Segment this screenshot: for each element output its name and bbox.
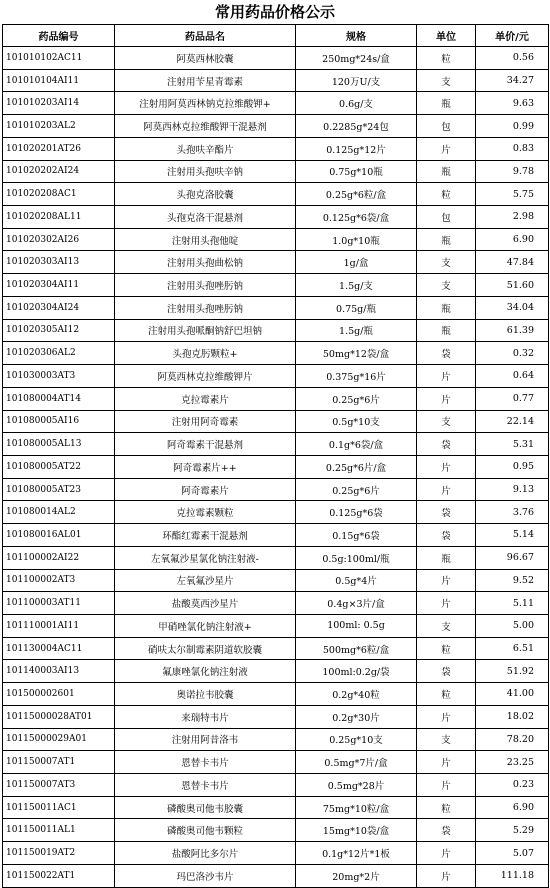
header-name: 药品品名: [115, 25, 296, 47]
cell-spec: 0.25g*6片: [296, 387, 417, 410]
cell-unit: 袋: [417, 524, 476, 547]
cell-spec: 0.1g*12片*1板: [296, 842, 417, 865]
cell-code: 101020208AL11: [3, 206, 115, 229]
table-row: [3, 751, 549, 774]
cell-name: 恩替卡韦片: [115, 774, 296, 797]
cell-name: 注射用头孢哌酮钠舒巴坦钠: [115, 319, 296, 342]
cell-name: 玛巴洛沙韦片: [115, 864, 296, 887]
cell-code: 10115000029A01: [3, 728, 115, 751]
cell-spec: 0.6g/支: [296, 92, 417, 115]
cell-spec: 0.15g*6袋: [296, 524, 417, 547]
cell-code: 101080005AT23: [3, 478, 115, 501]
cell-code: 101100003AT11: [3, 592, 115, 615]
cell-unit: 支: [417, 728, 476, 751]
cell-code: 101010104AI11: [3, 69, 115, 92]
cell-spec: 0.5g*4片: [296, 569, 417, 592]
cell-unit: 支: [417, 614, 476, 637]
header-unit: 单位: [417, 25, 476, 47]
cell-name: 克拉霉素片: [115, 387, 296, 410]
cell-code: 101030003AT3: [3, 365, 115, 388]
cell-unit: 粒: [417, 683, 476, 706]
drug-price-table: [2, 24, 549, 888]
cell-price: 0.56: [476, 47, 549, 70]
cell-name: 头孢克洛干混悬剂: [115, 206, 296, 229]
cell-price: 111.18: [476, 864, 549, 887]
table-row: [3, 592, 549, 615]
cell-name: 恩替卡韦片: [115, 751, 296, 774]
cell-spec: 0.375g*16片: [296, 365, 417, 388]
cell-code: 101150007AT3: [3, 774, 115, 797]
cell-unit: 支: [417, 69, 476, 92]
cell-code: 101010102AC11: [3, 47, 115, 70]
table-row: [3, 433, 549, 456]
table-row: [3, 569, 549, 592]
cell-name: 盐酸莫西沙星片: [115, 592, 296, 615]
cell-price: 34.04: [476, 296, 549, 319]
cell-code: 101080005AL13: [3, 433, 115, 456]
cell-unit: 支: [417, 251, 476, 274]
cell-code: 101150007AT1: [3, 751, 115, 774]
cell-code: 101140003AI13: [3, 660, 115, 683]
table-row: [3, 69, 549, 92]
cell-unit: 片: [417, 864, 476, 887]
page-title: 常用药品价格公示: [214, 3, 335, 21]
table-header-row: [3, 25, 549, 47]
cell-spec: 0.2g*40粒: [296, 683, 417, 706]
cell-name: 甲硝唑氯化钠注射液+: [115, 614, 296, 637]
cell-price: 34.27: [476, 69, 549, 92]
cell-name: 磷酸奥司他韦颗粒: [115, 819, 296, 842]
cell-price: 51.60: [476, 274, 549, 297]
cell-unit: 瓶: [417, 319, 476, 342]
cell-code: 101020208AC1: [3, 183, 115, 206]
cell-price: 9.78: [476, 160, 549, 183]
table-row: [3, 819, 549, 842]
cell-unit: 粒: [417, 796, 476, 819]
table-row: [3, 115, 549, 138]
cell-spec: 0.2285g*24包: [296, 115, 417, 138]
cell-spec: 1.5g/支: [296, 274, 417, 297]
cell-spec: 0.5g:100ml/瓶: [296, 546, 417, 569]
cell-unit: 袋: [417, 433, 476, 456]
cell-name: 阿奇霉素片: [115, 478, 296, 501]
cell-code: 101080016AL01: [3, 524, 115, 547]
table-row: [3, 614, 549, 637]
cell-name: 注射用头孢他啶: [115, 228, 296, 251]
cell-code: 101020302AI26: [3, 228, 115, 251]
cell-spec: 75mg*10粒/盒: [296, 796, 417, 819]
table-row: [3, 501, 549, 524]
cell-unit: 瓶: [417, 160, 476, 183]
table-row: [3, 92, 549, 115]
cell-code: 101020306AL2: [3, 342, 115, 365]
header-code: 药品编号: [3, 25, 115, 47]
cell-name: 左氧氟沙星氯化钠注射液-: [115, 546, 296, 569]
cell-spec: 250mg*24s/盒: [296, 47, 417, 70]
table-row: [3, 274, 549, 297]
cell-price: 5.29: [476, 819, 549, 842]
cell-name: 阿莫西林克拉维酸钾干混悬剂: [115, 115, 296, 138]
cell-price: 0.23: [476, 774, 549, 797]
table-row: [3, 160, 549, 183]
cell-code: 101080005AI16: [3, 410, 115, 433]
header-spec: 规格: [296, 25, 417, 47]
cell-code: 101020305AI12: [3, 319, 115, 342]
table-row: [3, 728, 549, 751]
cell-price: 5.00: [476, 614, 549, 637]
cell-spec: 0.5g*10支: [296, 410, 417, 433]
table-row: [3, 183, 549, 206]
cell-spec: 15mg*10袋/盒: [296, 819, 417, 842]
table-row: [3, 637, 549, 660]
cell-name: 环酯红霉素干混悬剂: [115, 524, 296, 547]
cell-spec: 1g/盒: [296, 251, 417, 274]
cell-name: 硝呋太尔制霉素阴道软胶囊: [115, 637, 296, 660]
cell-code: 101100002AI22: [3, 546, 115, 569]
table-row: [3, 296, 549, 319]
cell-code: 101100002AT3: [3, 569, 115, 592]
cell-price: 96.67: [476, 546, 549, 569]
cell-code: 101020201AT26: [3, 137, 115, 160]
cell-code: 101020304AI11: [3, 274, 115, 297]
cell-spec: 50mg*12袋/盒: [296, 342, 417, 365]
cell-price: 61.39: [476, 319, 549, 342]
cell-price: 6.51: [476, 637, 549, 660]
cell-name: 注射用阿奇霉素: [115, 410, 296, 433]
cell-unit: 瓶: [417, 92, 476, 115]
cell-unit: 粒: [417, 183, 476, 206]
cell-price: 9.52: [476, 569, 549, 592]
cell-spec: 0.125g*6袋: [296, 501, 417, 524]
cell-price: 5.07: [476, 842, 549, 865]
table-row: [3, 319, 549, 342]
table-row: [3, 410, 549, 433]
table-row: [3, 842, 549, 865]
cell-price: 0.77: [476, 387, 549, 410]
cell-unit: 片: [417, 569, 476, 592]
cell-unit: 片: [417, 705, 476, 728]
cell-code: 101150019AT2: [3, 842, 115, 865]
cell-unit: 支: [417, 274, 476, 297]
cell-code: 101080005AT22: [3, 455, 115, 478]
cell-code: 101020304AI24: [3, 296, 115, 319]
cell-spec: 0.5mg*7片/盒: [296, 751, 417, 774]
cell-unit: 袋: [417, 819, 476, 842]
cell-price: 2.98: [476, 206, 549, 229]
cell-unit: 包: [417, 115, 476, 138]
cell-spec: 0.2g*30片: [296, 705, 417, 728]
cell-price: 9.13: [476, 478, 549, 501]
cell-price: 23.25: [476, 751, 549, 774]
table-row: [3, 660, 549, 683]
cell-name: 左氧氟沙星片: [115, 569, 296, 592]
cell-spec: 0.25g*6片/盒: [296, 455, 417, 478]
cell-spec: 0.1g*6袋/盒: [296, 433, 417, 456]
cell-code: 101010203AL2: [3, 115, 115, 138]
cell-name: 头孢呋辛酯片: [115, 137, 296, 160]
cell-name: 注射用苄星青霉素: [115, 69, 296, 92]
cell-spec: 0.25g*6粒/盒: [296, 183, 417, 206]
cell-code: 101150011AL1: [3, 819, 115, 842]
cell-price: 0.64: [476, 365, 549, 388]
table-row: [3, 387, 549, 410]
cell-spec: 0.5mg*28片: [296, 774, 417, 797]
cell-name: 克拉霉素颗粒: [115, 501, 296, 524]
cell-spec: 100ml: 0.5g: [296, 614, 417, 637]
cell-code: 10115000028AT01: [3, 705, 115, 728]
cell-code: 101010203AI14: [3, 92, 115, 115]
table-row: [3, 524, 549, 547]
cell-name: 注射用头孢唑肟钠: [115, 296, 296, 319]
cell-spec: 0.25g*6片: [296, 478, 417, 501]
cell-unit: 片: [417, 842, 476, 865]
cell-unit: 片: [417, 365, 476, 388]
cell-code: 101020303AI13: [3, 251, 115, 274]
cell-unit: 片: [417, 137, 476, 160]
table-row: [3, 864, 549, 887]
cell-unit: 支: [417, 410, 476, 433]
cell-spec: 20mg*2片: [296, 864, 417, 887]
table-row: [3, 478, 549, 501]
cell-name: 头孢克肟颗粒+: [115, 342, 296, 365]
header-price: 单价/元: [476, 25, 549, 47]
cell-price: 6.90: [476, 228, 549, 251]
cell-name: 注射用头孢唑肟钠: [115, 274, 296, 297]
cell-price: 5.31: [476, 433, 549, 456]
cell-price: 0.32: [476, 342, 549, 365]
cell-unit: 片: [417, 774, 476, 797]
cell-spec: 0.25g*10支: [296, 728, 417, 751]
cell-name: 盐酸阿比多尔片: [115, 842, 296, 865]
cell-name: 来瑞特韦片: [115, 705, 296, 728]
cell-price: 0.83: [476, 137, 549, 160]
cell-name: 注射用阿莫西林钠克拉维酸钾+: [115, 92, 296, 115]
cell-unit: 片: [417, 592, 476, 615]
cell-unit: 瓶: [417, 296, 476, 319]
cell-unit: 瓶: [417, 546, 476, 569]
cell-spec: 0.75g/瓶: [296, 296, 417, 319]
table-row: [3, 546, 549, 569]
cell-unit: 片: [417, 455, 476, 478]
cell-name: 阿奇霉素干混悬剂: [115, 433, 296, 456]
cell-name: 注射用头孢曲松钠: [115, 251, 296, 274]
cell-price: 22.14: [476, 410, 549, 433]
cell-price: 18.02: [476, 705, 549, 728]
cell-unit: 片: [417, 478, 476, 501]
table-row: [3, 342, 549, 365]
table-row: [3, 683, 549, 706]
table-row: [3, 705, 549, 728]
cell-code: 101080014AL2: [3, 501, 115, 524]
cell-spec: 0.125g*12片: [296, 137, 417, 160]
cell-price: 5.14: [476, 524, 549, 547]
cell-name: 阿奇霉素片++: [115, 455, 296, 478]
cell-price: 47.84: [476, 251, 549, 274]
cell-name: 阿莫西林胶囊: [115, 47, 296, 70]
table-row: [3, 228, 549, 251]
cell-code: 101110001AI11: [3, 614, 115, 637]
cell-name: 奥诺拉韦胶囊: [115, 683, 296, 706]
cell-unit: 片: [417, 751, 476, 774]
cell-code: 101150022AT1: [3, 864, 115, 887]
table-row: [3, 455, 549, 478]
cell-code: 101500002601: [3, 683, 115, 706]
cell-price: 3.76: [476, 501, 549, 524]
table-row: [3, 365, 549, 388]
table-body: [3, 47, 549, 888]
cell-spec: 500mg*6粒/盒: [296, 637, 417, 660]
cell-code: 101080004AT14: [3, 387, 115, 410]
cell-price: 9.63: [476, 92, 549, 115]
cell-spec: 1.0g*10瓶: [296, 228, 417, 251]
cell-unit: 包: [417, 206, 476, 229]
cell-name: 磷酸奥司他韦胶囊: [115, 796, 296, 819]
cell-price: 0.99: [476, 115, 549, 138]
table-row: [3, 137, 549, 160]
table-row: [3, 47, 549, 70]
cell-spec: 0.75g*10瓶: [296, 160, 417, 183]
cell-name: 阿莫西林克拉维酸钾片: [115, 365, 296, 388]
cell-price: 5.11: [476, 592, 549, 615]
cell-code: 101130004AC11: [3, 637, 115, 660]
cell-price: 41.00: [476, 683, 549, 706]
cell-unit: 粒: [417, 47, 476, 70]
cell-spec: 100ml:0.2g/袋: [296, 660, 417, 683]
cell-spec: 1.5g/瓶: [296, 319, 417, 342]
table-row: [3, 251, 549, 274]
cell-code: 101020202AI24: [3, 160, 115, 183]
cell-unit: 袋: [417, 501, 476, 524]
cell-price: 6.90: [476, 796, 549, 819]
cell-spec: 0.4g×3片/盒: [296, 592, 417, 615]
cell-unit: 袋: [417, 660, 476, 683]
cell-price: 0.95: [476, 455, 549, 478]
cell-unit: 袋: [417, 342, 476, 365]
cell-unit: 瓶: [417, 228, 476, 251]
cell-spec: 120万U/支: [296, 69, 417, 92]
cell-name: 注射用阿昔洛韦: [115, 728, 296, 751]
cell-name: 头孢克洛胶囊: [115, 183, 296, 206]
table-row: [3, 206, 549, 229]
cell-name: 注射用头孢呋辛钠: [115, 160, 296, 183]
cell-spec: 0.125g*6袋/盒: [296, 206, 417, 229]
cell-name: 氟康唑氯化钠注射液: [115, 660, 296, 683]
cell-price: 51.92: [476, 660, 549, 683]
cell-price: 78.20: [476, 728, 549, 751]
cell-unit: 片: [417, 387, 476, 410]
cell-price: 5.75: [476, 183, 549, 206]
table-row: [3, 774, 549, 797]
cell-code: 101150011AC1: [3, 796, 115, 819]
cell-unit: 粒: [417, 637, 476, 660]
